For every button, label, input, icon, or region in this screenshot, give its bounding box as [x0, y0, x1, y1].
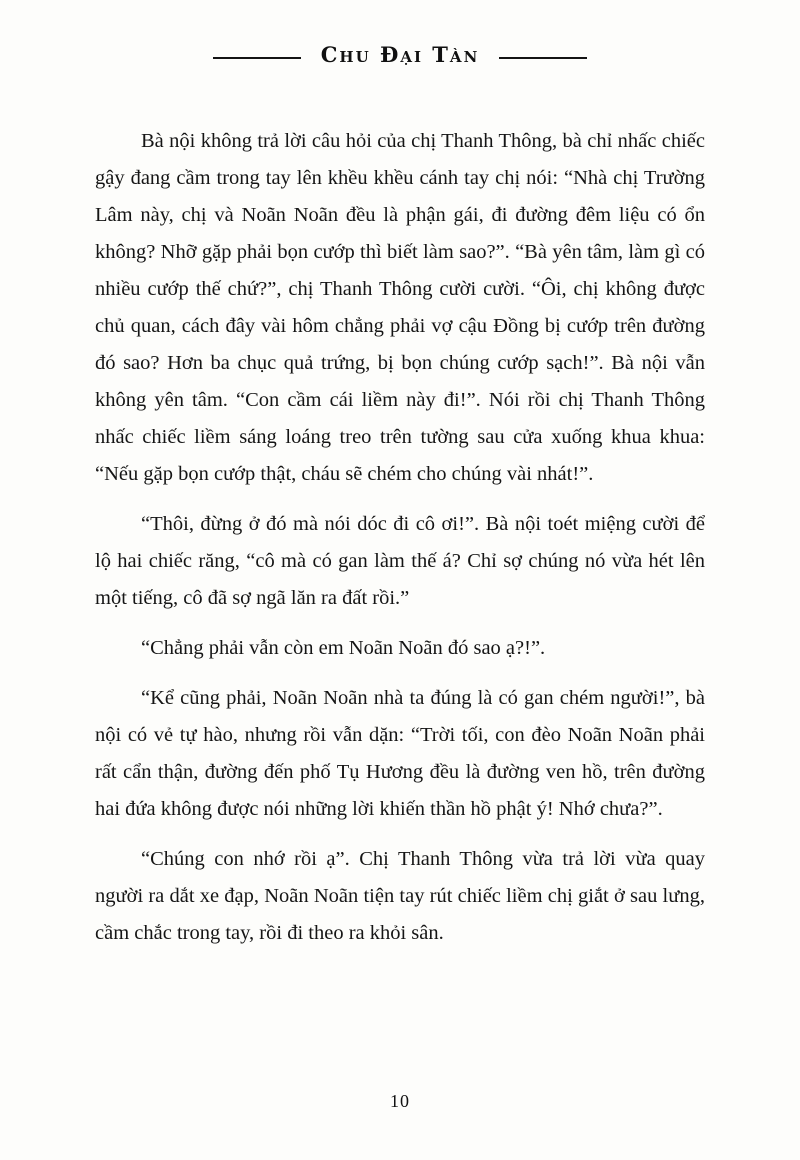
paragraph: “Thôi, đừng ở đó mà nói dóc đi cô ơi!”. Bà nội toét miệng cười để lộ hai chiếc răng, “cô mà có gan làm thế á? Chỉ sợ chúng nó vừa hét lên một tiếng, cô đã sợ ngã lăn ra đất rồi.”: [95, 513, 705, 609]
header-rule-left: [213, 57, 301, 59]
body-text: [95, 123, 705, 952]
running-header: [95, 42, 705, 67]
paragraph: Bà nội không trả lời câu hỏi của chị Thanh Thông, bà chỉ nhấc chiếc gậy đang cầm trong tay lên khều khều cánh tay chị nói: “Nhà chị Trường Lâm này, chị và Noãn Noãn đều là phận gái, đi đường đêm liệu có ổn không? Nhỡ gặp phải bọn cướp thì biết làm sao?”. “Bà yên tâm, làm gì có nhiều cướp thế chứ?”, chị Thanh Thông cười cười. “Ôi, chị không được chủ quan, cách đây vài hôm chẳng phải vợ cậu Đồng bị cướp trên đường đó sao? Hơn ba chục quả trứng, bị bọn chúng cướp sạch!”. Bà nội vẫn không yên tâm. “Con cầm cái liềm này đi!”. Nói rồi chị Thanh Thông nhấc chiếc liềm sáng loáng treo trên tường sau cửa xuống khua khua: “Nếu gặp bọn cướp thật, cháu sẽ chém cho chúng vài nhát!”.: [95, 130, 705, 485]
paragraph: “Kể cũng phải, Noãn Noãn nhà ta đúng là có gan chém người!”, bà nội có vẻ tự hào, nhưng rồi vẫn dặn: “Trời tối, con đèo Noãn Noãn phải rất cẩn thận, đường đến phố Tụ Hương đều là đường ven hồ, trên đường hai đứa không được nói những lời khiến thần hồ phật ý! Nhớ chưa?”.: [95, 687, 705, 820]
paragraph: “Chẳng phải vẫn còn em Noãn Noãn đó sao ạ?!”.: [141, 637, 546, 659]
paragraph: “Chúng con nhớ rồi ạ”. Chị Thanh Thông vừa trả lời vừa quay người ra dắt xe đạp, Noãn Noãn tiện tay rút chiếc liềm chị giắt ở sau lưng, cầm chắc trong tay, rồi đi theo ra khỏi sân.: [95, 848, 705, 944]
page-number: 10: [390, 1091, 410, 1111]
header-title: Chu Đại Tàn: [320, 42, 480, 67]
header-rule-right: [499, 57, 587, 59]
